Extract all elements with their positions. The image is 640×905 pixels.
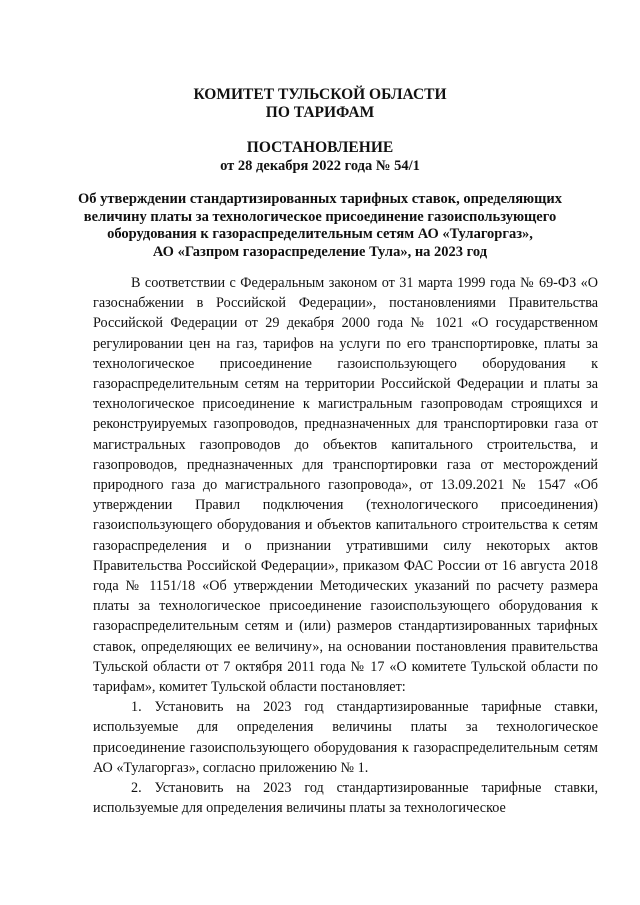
subject-line-3: оборудования к газораспределительным сетям АО «Тулагоргаз», <box>107 226 533 242</box>
resolution-date-number: от 28 декабря 2022 года № 54/1 <box>220 158 420 174</box>
resolution-type: ПОСТАНОВЛЕНИЕ <box>246 139 394 156</box>
preamble-paragraph: В соответствии с Федеральным законом от 31 марта 1999 года № 69-ФЗ «О газоснабжении в Российской Федерации», постановлениями Правительства Российской Федерации от 29 декабря 2000 года № 1021 «О государственном регулировании цен на газ, тарифов на услуги по его транспортировке, платы за технологическое присоединение газоиспользующего оборудования к газораспределительным сетям на территории Российской Федерации и платы за технологическое присоединение к магистральным газопроводам строящихся и реконструируемых газопроводов, предназначенных для транспортировки газа от магистральных газопроводов до объектов капитального строительства, и газопроводов, предназначенных для транспортировки газа от месторождений природного газа до магистрального газопровода», от 13.09.2021 № 1547 «Об утверждении Правил подключения (технологического присоединения) газоиспользующего оборудования и объектов капитального строительства к сетям газораспределения и о признании утратившими силу некоторых актов Правительства Российской Федерации», приказом ФАС России от 16 августа 2018 года № 1151/18 «Об утверждении Методических указаний по расчету размера платы за технологическое присоединение газоиспользующего оборудования к газораспределительным сетям и (или) размеров стандартизированных тарифных ставок, определяющих ее величину», на основании постановления правительства Тульской области от 7 октября 2011 года № 17 «О комитете Тульской области по тарифам», комитет Тульской области постановляет: <box>93 275 598 696</box>
resolution-heading <box>0 139 640 175</box>
issuer-line-2: ПО ТАРИФАМ <box>265 104 375 121</box>
clause-2-paragraph: 2. Установить на 2023 год стандартизированные тарифные ставки, используемые для определения величины платы за технологическое <box>93 780 598 817</box>
resolution-subject <box>0 191 640 261</box>
issuer-heading <box>0 86 640 122</box>
document-body <box>93 273 598 818</box>
subject-line-2: величину платы за технологическое присоединение газоиспользующего <box>83 208 557 225</box>
subject-line-1: Об утверждении стандартизированных тарифных ставок, определяющих <box>78 191 562 207</box>
issuer-line-1: КОМИТЕТ ТУЛЬСКОЙ ОБЛАСТИ <box>193 86 447 103</box>
subject-line-4: АО «Газпром газораспределение Тула», на 2023 год <box>152 243 488 260</box>
clause-1-paragraph: 1. Установить на 2023 год стандартизированные тарифные ставки, используемые для определения величины платы за технологическое присоединение газоиспользующего оборудования к газораспределительным сетям АО «Тулагоргаз», согласно приложению № 1. <box>93 699 598 776</box>
